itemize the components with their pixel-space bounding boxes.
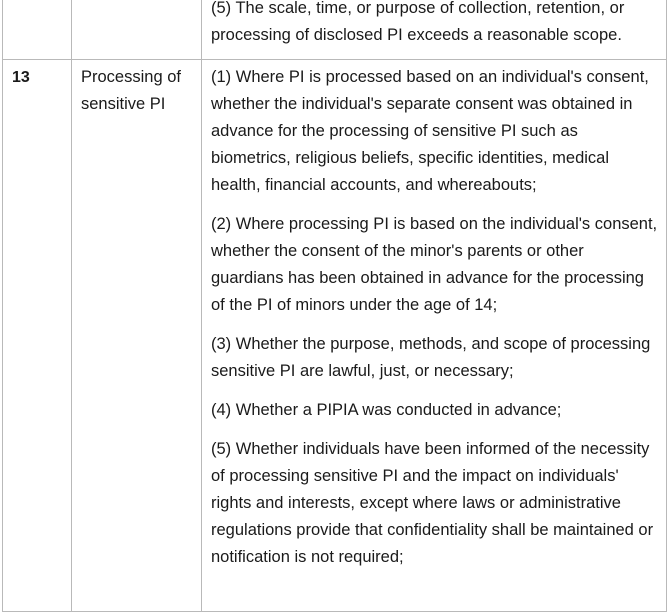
row-number-cell — [3, 0, 72, 60]
row-topic-cell — [72, 60, 202, 612]
row-topic-cell — [72, 0, 202, 60]
requirement-item: (1) Where PI is processed based on an individual's consent, whether the individual's separate consent was obtained in advance for the processing of sensitive PI such as biometrics, religious beliefs, specific identities, medical health, financial accounts, and whereabouts; — [211, 68, 649, 194]
requirement-item: (4) Whether a PIPIA was conducted in advance; — [211, 401, 562, 419]
row-number-cell — [3, 60, 72, 612]
requirement-item: (2) Where processing PI is based on the individual's consent, whether the consent of the minor's parents or other guardians has been obtained in advance for the processing of the PI of minors under the age of 14; — [211, 215, 658, 314]
row-details-cell — [202, 60, 667, 612]
requirement-item: (3) Whether the purpose, methods, and scope of processing sensitive PI are lawful, just, or necessary; — [211, 335, 651, 380]
row-details-cell — [202, 0, 667, 60]
compliance-table — [2, 0, 667, 612]
table-row — [3, 60, 667, 612]
table-row — [3, 0, 667, 60]
row-number: 13 — [12, 69, 30, 86]
row-topic: Processing of sensitive PI — [81, 68, 181, 113]
requirement-item: (5) The scale, time, or purpose of collection, retention, or processing of disclosed PI exceeds a reasonable scope. — [211, 0, 625, 44]
requirement-item: (5) Whether individuals have been informed of the necessity of processing sensitive PI and the impact on individuals' rights and interests, except where laws or administrative regulations provide that confidentiality shall be maintained or notification is not required; — [211, 440, 654, 566]
